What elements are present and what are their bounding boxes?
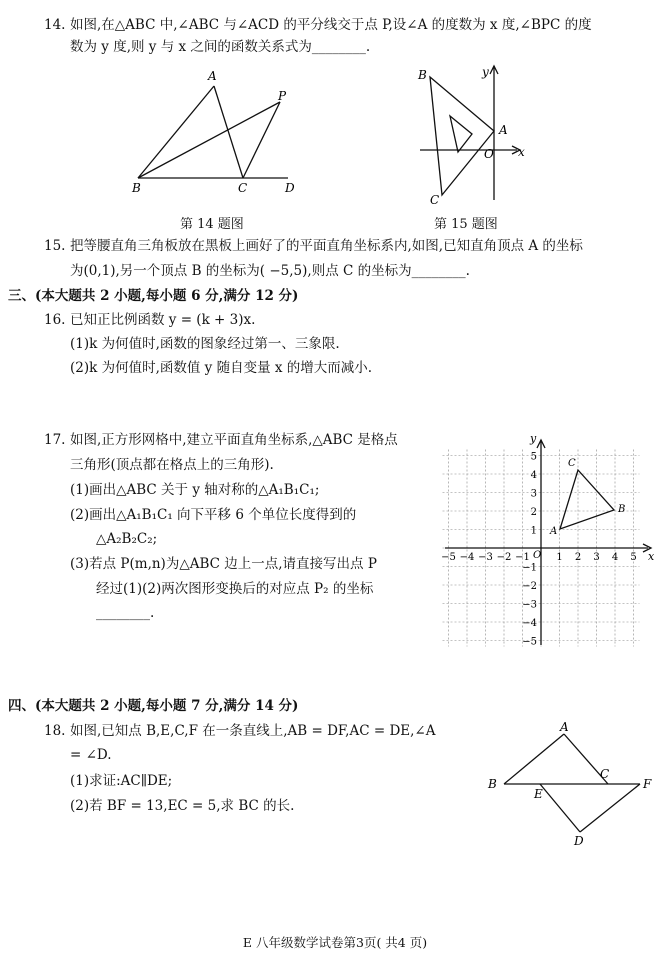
q15-label-y: y xyxy=(482,65,489,79)
q17-label-b: B xyxy=(618,504,626,515)
q17-origin-label: O xyxy=(533,550,542,561)
q18-line-ab xyxy=(504,734,564,784)
q18-line2: = ∠D. xyxy=(70,747,112,763)
q14-line-bp xyxy=(138,102,280,178)
section3-title: 三、(本大题共 2 小题,每小题 6 分,满分 12 分) xyxy=(8,288,299,304)
q17-part2b: △A₂B₂C₂; xyxy=(96,531,158,547)
q15-number: 15. xyxy=(44,238,66,254)
q16-part1: (1)k 为何值时,函数的图象经过第一、三象限. xyxy=(70,336,340,352)
q16-number: 16. xyxy=(44,312,66,328)
q18-label-d: D xyxy=(574,834,584,848)
q14-line-ac xyxy=(214,86,243,178)
q16-part2: (2)k 为何值时,函数值 y 随自变量 x 的增大而减小. xyxy=(70,360,373,376)
q15-triangle-inner xyxy=(450,116,472,152)
q18-label-f: F xyxy=(643,777,652,791)
q18-line-df xyxy=(580,784,640,832)
q17-y-tick-label: −3 xyxy=(522,599,537,611)
q18-part2: (2)若 BF = 13,EC = 5,求 BC 的长. xyxy=(70,798,295,814)
q17-label-c: C xyxy=(568,458,576,469)
q18-label-b: B xyxy=(488,777,497,791)
q15-line2: 为(0,1),另一个顶点 B 的坐标为( −5,5),则点 C 的坐标为________. xyxy=(70,263,470,279)
q14-line-cp xyxy=(243,102,280,178)
q14-label-a: A xyxy=(208,69,217,83)
q17-x-label: x xyxy=(648,550,655,563)
q14-label-b: B xyxy=(132,181,141,195)
q17-x-tick-label: 4 xyxy=(611,552,619,563)
page-footer: E 八年级数学试卷第3页( 共4 页) xyxy=(242,935,428,950)
q18-figure xyxy=(484,718,664,848)
q18-part1: (1)求证:AC∥DE; xyxy=(70,773,173,789)
q17-x-tick-label: −1 xyxy=(515,552,530,563)
q17-number: 17. xyxy=(44,432,66,448)
q17-part3a: (3)若点 P(m,n)为△ABC 边上一点,请直接写出点 P xyxy=(70,556,377,572)
q14-number: 14. xyxy=(44,17,66,33)
q17-y-tick-label: 3 xyxy=(530,488,537,500)
q15-triangle-outer xyxy=(430,77,494,195)
q17-y-tick-label: 2 xyxy=(530,507,537,518)
q17-x-tick-label: −4 xyxy=(459,552,475,563)
q15-line1: 把等腰直角三角板放在黑板上画好了的平面直角坐标系内,如图,已知直角顶点 A 的坐标 xyxy=(70,238,583,254)
q17-grid-figure xyxy=(440,430,665,648)
q14-caption: 第 14 题图 xyxy=(180,217,244,232)
q14-line2: 数为 y 度,则 y 与 x 之间的函数关系式为________. xyxy=(70,39,371,55)
q17-y-tick-label: −2 xyxy=(522,581,537,592)
q14-label-d: D xyxy=(285,181,295,195)
q17-y-tick-label: 5 xyxy=(530,451,537,463)
q17-x-tick-label: −3 xyxy=(478,552,493,563)
q17-y-tick-label: 4 xyxy=(530,470,537,481)
q17-y-label: y xyxy=(530,432,537,445)
q17-x-tick-label: −5 xyxy=(441,552,456,563)
q18-label-e: E xyxy=(534,787,543,801)
q18-label-c: C xyxy=(600,767,610,781)
q17-part2a: (2)画出△A₁B₁C₁ 向下平移 6 个单位长度得到的 xyxy=(70,507,357,523)
q17-x-tick-label: 2 xyxy=(574,552,582,563)
q17-part3b: 经过(1)(2)两次图形变换后的对应点 P₂ 的坐标 xyxy=(96,581,374,597)
q15-label-x: x xyxy=(518,145,525,159)
q17-x-tick-label: −2 xyxy=(496,552,512,563)
q18-line-de xyxy=(540,784,580,832)
q14-line-ba xyxy=(138,86,214,178)
q14-line1: 如图,在△ABC 中,∠ABC 与∠ACD 的平分线交于点 P,设∠A 的度数为 x 度,∠BPC 的度 xyxy=(70,17,592,33)
q14-figure xyxy=(128,70,308,200)
q15-label-a: A xyxy=(499,123,508,137)
q15-label-o: O xyxy=(484,147,494,161)
q15-figure xyxy=(412,60,542,210)
q17-x-tick-label: 1 xyxy=(556,552,563,563)
q17-triangle-abc xyxy=(560,470,614,529)
q17-line1: 如图,正方形网格中,建立平面直角坐标系,△ABC 是格点 xyxy=(70,432,398,448)
section4-title: 四、(本大题共 2 小题,每小题 7 分,满分 14 分) xyxy=(8,698,299,714)
q17-part3c: ________. xyxy=(96,605,155,621)
q15-label-b: B xyxy=(418,68,427,82)
q17-y-tick-label: −5 xyxy=(522,636,537,648)
q15-caption: 第 15 题图 xyxy=(434,217,498,232)
q17-y-tick-label: −4 xyxy=(522,618,537,629)
q15-label-c: C xyxy=(430,193,440,207)
q18-number: 18. xyxy=(44,723,66,739)
q17-line2: 三角形(顶点都在格点上的三角形). xyxy=(70,457,274,473)
q17-part1: (1)画出△ABC 关于 y 轴对称的△A₁B₁C₁; xyxy=(70,482,320,498)
q17-y-tick-label: 1 xyxy=(530,525,537,537)
q14-label-p: P xyxy=(278,89,287,103)
q17-x-tick-label: 5 xyxy=(630,552,637,563)
q16-stem: 已知正比例函数 y = (k + 3)x. xyxy=(70,312,256,328)
q17-label-a: A xyxy=(550,526,558,537)
q18-line1: 如图,已知点 B,E,C,F 在一条直线上,AB = DF,AC = DE,∠A xyxy=(70,723,436,739)
q17-x-tick-label: 3 xyxy=(593,552,600,563)
q17-y-tick-label: −1 xyxy=(522,562,537,574)
q14-label-c: C xyxy=(238,181,248,195)
q18-label-a: A xyxy=(560,720,569,734)
